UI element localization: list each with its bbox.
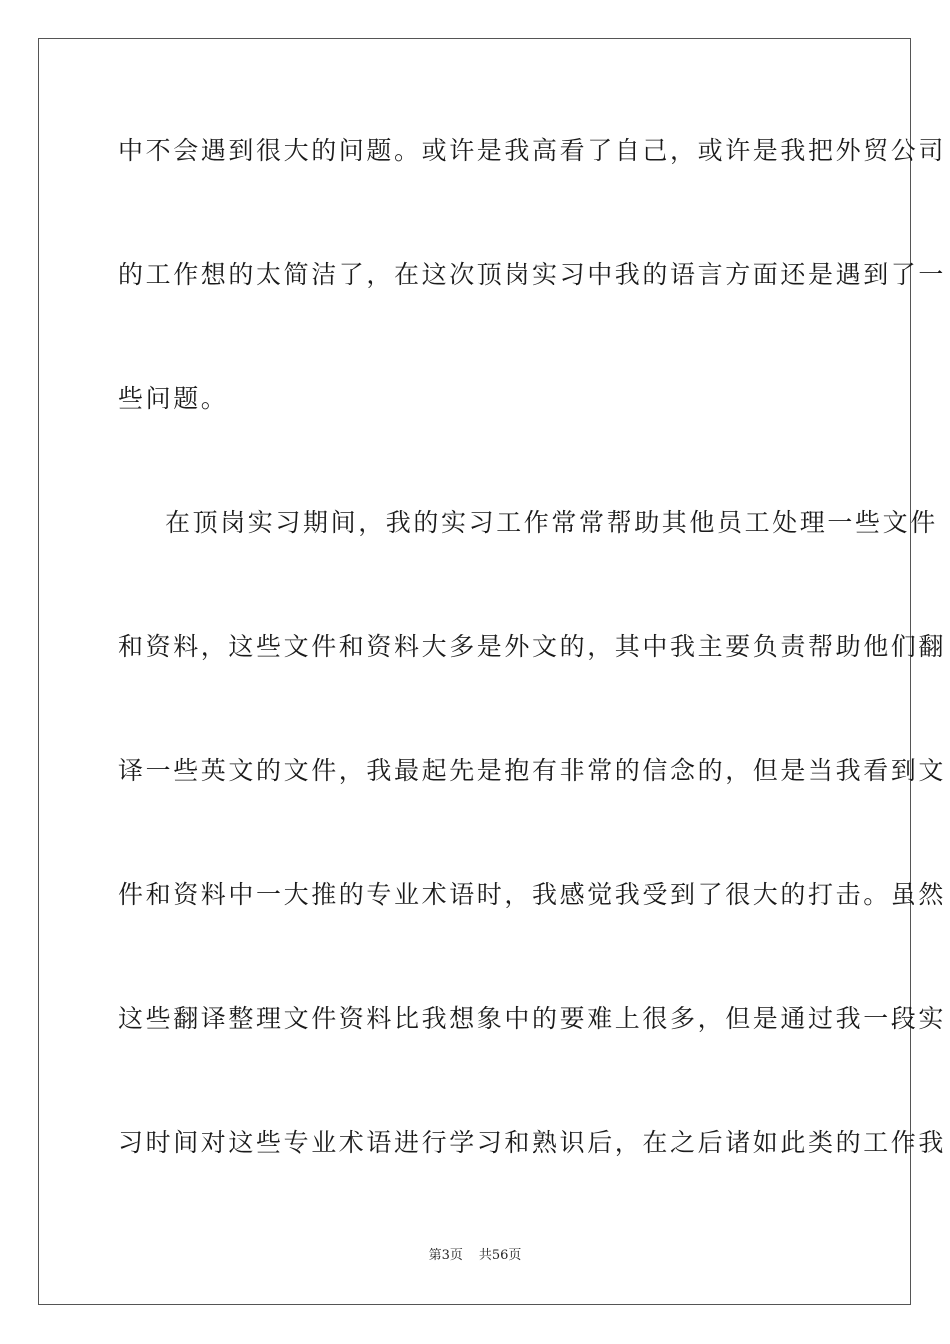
text-line: 的工作想的太简洁了，在这次顶岗实习中我的语言方面还是遇到了一 bbox=[118, 260, 947, 289]
text-line: 和资料，这些文件和资料大多是外文的，其中我主要负责帮助他们翻 bbox=[118, 632, 947, 661]
page-number: 第3页 bbox=[428, 1248, 463, 1263]
text-line: 这些翻译整理文件资料比我想象中的要难上很多，但是通过我一段实 bbox=[118, 1004, 947, 1033]
text-line: 译一些英文的文件，我最起先是抱有非常的信念的，但是当我看到文 bbox=[118, 756, 947, 785]
text-line: 些问题。 bbox=[118, 384, 229, 413]
page-total: 共56页 bbox=[478, 1248, 522, 1263]
text-line: 中不会遇到很大的问题。或许是我高看了自己，或许是我把外贸公司 bbox=[118, 136, 947, 165]
text-line: 件和资料中一大推的专业术语时，我感觉我受到了很大的打击。虽然 bbox=[118, 880, 947, 909]
page-footer bbox=[0, 1248, 950, 1264]
text-line: 习时间对这些专业术语进行学习和熟识后，在之后诸如此类的工作我 bbox=[118, 1128, 947, 1157]
page-border bbox=[38, 38, 947, 1305]
paragraph-first-line: 在顶岗实习期间，我的实习工作常常帮助其他员工处理一些文件 bbox=[165, 508, 938, 537]
